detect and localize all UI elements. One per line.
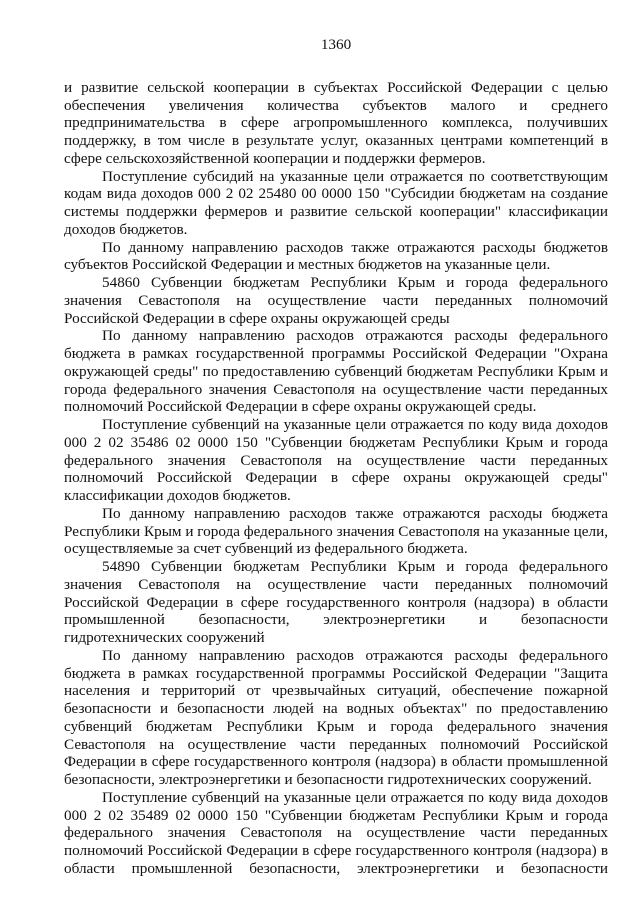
paragraph-4: 54860 Субвенции бюджетам Республики Крым и города федерального значения Севастополя на осуществление части переданных полномочий Российской Федерации в сфере охраны окружающей среды (64, 274, 608, 327)
paragraph-3: По данному направлению расходов также отражаются расходы бюджетов субъектов Российской Федерации и местных бюджетов на указанные цели. (64, 238, 608, 274)
paragraph-2: Поступление субсидий на указанные цели отражается по соответствующим кодам вида доходов 000 2 02 25480 00 0000 150 "Субсидии бюджетам на создание системы поддержки фермеров и развитие сельской кооперации" классификации доходов бюджетов. (64, 167, 608, 238)
paragraph-8: 54890 Субвенции бюджетам Республики Крым и города федерального значения Севастополя на осуществление части переданных полномочий Российской Федерации в сфере государственного контроля (надзора) в области промышленной безопасности, электроэнергетики и безопасности гидротехнических сооружений (64, 558, 608, 646)
page-number: 1360 (320, 36, 352, 53)
paragraph-1: и развитие сельской кооперации в субъектах Российской Федерации с целью обеспечения увеличения количества субъектов малого и среднего предпринимательства в сфере агропромышленного комплекса, получивших поддержку, в том числе в результате услуг, оказанных центрами компетенций в сфере сельскохозяйственной кооперации и поддержки фермеров. (64, 78, 608, 167)
paragraph-7: По данному направлению расходов также отражаются расходы бюджета Республики Крым и города федерального значения Севастополя на указанные цели, осуществляемые за счет субвенций из федерального бюджета. (64, 504, 608, 558)
paragraph-10: Поступление субвенций на указанные цели отражается по коду вида доходов 000 2 02 35489 02 0000 150 "Субвенции бюджетам Республики Крым и города федерального значения Севастополя на осуществление части переданных полномочий Российской Федерации в сфере государственного контроля (надзора) в области промышленной безопасности, электроэнергетики и безопасности (64, 788, 608, 877)
paragraph-5: По данному направлению расходов отражаются расходы федерального бюджета в рамках государственной программы Российской Федерации "Охрана окружающей среды" по предоставлению субвенций бюджетам Республики Крым и города федерального значения Севастополя на осуществление части переданных полномочий Российской Федерации в сфере охраны окружающей среды. (64, 327, 608, 416)
document-page (64, 36, 608, 878)
paragraph-6: Поступление субвенций на указанные цели отражается по коду вида доходов 000 2 02 35486 02 0000 150 "Субвенции бюджетам Республики Крым и города федерального значения Севастополя на осуществление части переданных полномочий Российской Федерации в сфере охраны окружающей среды" классификации доходов бюджетов. (64, 416, 608, 504)
paragraph-9: По данному направлению расходов отражаются расходы федерального бюджета в рамках государственной программы Российской Федерации "Защита населения и территорий от чрезвычайных ситуаций, обеспечение пожарной безопасности и безопасности людей на водных объектах" по предоставлению субвенций бюджетам Республики Крым и города федерального значения Севастополя на осуществление части переданных полномочий Российской Федерации в сфере государственного контроля (надзора) в области промышленной безопасности, электроэнергетики и безопасности гидротехнических сооружений. (64, 646, 608, 788)
